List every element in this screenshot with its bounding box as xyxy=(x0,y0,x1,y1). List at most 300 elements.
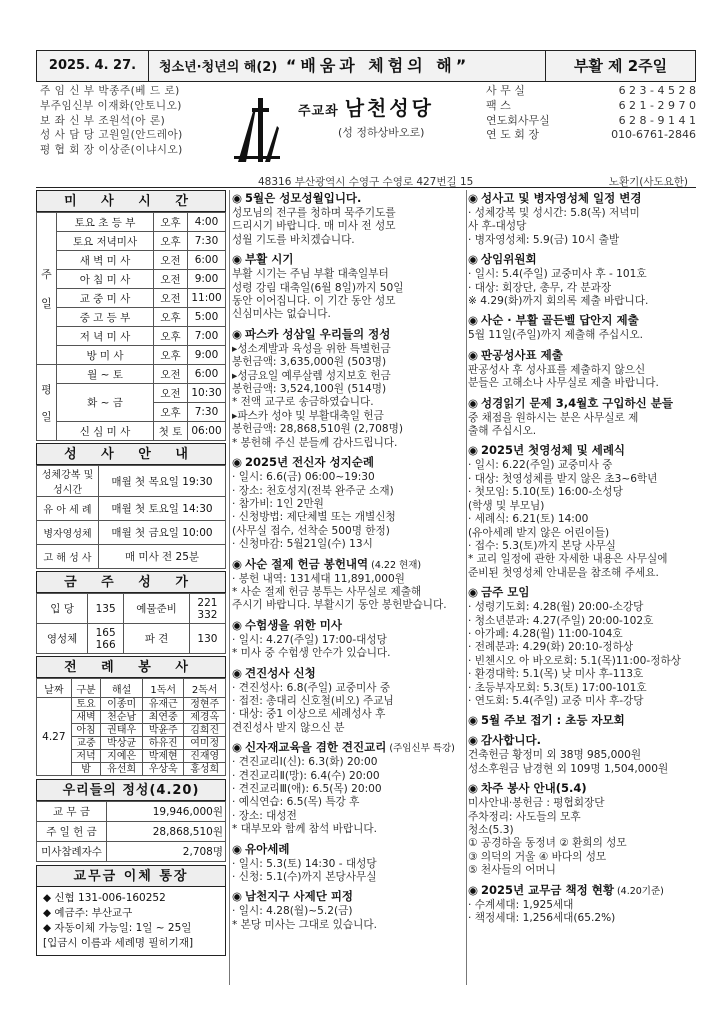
table-row xyxy=(37,822,226,842)
notice-line: · 견진성사: 6.8(주일) 교중미사 중 xyxy=(232,681,391,694)
notice-title xyxy=(232,326,464,342)
notice-line: 5월 11일(주일)까지 제출해 주십시오. xyxy=(468,329,643,342)
year-theme xyxy=(149,51,545,81)
notice-title-text: 성경읽기 문제 3,4월호 구입하신 분들 xyxy=(481,395,673,410)
bullet-icon: ◉ xyxy=(232,252,243,267)
hymn-number: 130 xyxy=(189,624,225,654)
hymn-part: 파 견 xyxy=(124,624,190,654)
altar-cell: 권태우 xyxy=(101,724,143,737)
notice-section xyxy=(232,454,464,551)
table-row xyxy=(37,698,226,711)
notice-line: · 접전: 총대리 신호철(비오) 주교님 xyxy=(232,694,394,707)
notice-line: 분들은 고해소나 사무실로 제출 바랍니다. xyxy=(468,377,659,390)
notice-title-text: 사순 · 부활 골든벨 답안지 제출 xyxy=(481,313,639,328)
notice-section xyxy=(468,442,696,580)
mass-time: 11:00 xyxy=(188,289,226,308)
mass-name: 신 심 미 사 xyxy=(57,422,154,441)
offering-label: 교 무 금 xyxy=(37,802,107,822)
bullet-icon: ◉ xyxy=(468,252,479,267)
address: 48316 부산광역시 수영구 수영로 427번길 15 xyxy=(258,176,474,188)
sacrament-schedule: 매 미사 전 25분 xyxy=(99,545,226,569)
notice-line: 중 채점을 원하시는 분은 사무실로 제 xyxy=(468,411,639,424)
mass-time: 10:30 xyxy=(188,384,226,403)
altar-cell: 토요 xyxy=(71,698,101,711)
notice-line: · 예식연습: 6.5(목) 특강 후 xyxy=(232,796,360,809)
notice-section xyxy=(468,395,696,439)
notice-title-text: 2025년 첫영성체 및 세례식 xyxy=(481,443,626,458)
mass-ampm: 오후 xyxy=(154,232,188,251)
notice-line: 봉헌금액: 3,635,000원 (503명) xyxy=(232,356,387,369)
mass-time: 9:00 xyxy=(188,270,226,289)
mass-name: 토요 저녁미사 xyxy=(57,232,154,251)
mass-time: 6:00 xyxy=(188,365,226,384)
offering-title: 우리들의 정성(4.20) xyxy=(36,779,226,801)
notice-section xyxy=(468,712,696,728)
notice-line: * 전액 교구로 송금하였습니다. xyxy=(232,396,374,409)
staff-list xyxy=(40,84,230,158)
altar-header: 구분 xyxy=(71,679,101,698)
mass-name: 교 중 미 사 xyxy=(57,289,154,308)
bullet-icon: ◉ xyxy=(468,713,479,728)
notice-line: * 본당 미사는 그대로 있습니다. xyxy=(232,918,377,931)
notice-note: (주임신부 특강) xyxy=(389,743,455,755)
contact-row xyxy=(486,99,696,114)
altar-cell: 하유진 xyxy=(142,737,184,750)
bullet-icon: ◉ xyxy=(468,347,479,362)
notice-line: * 교리 일정에 관한 자세한 내용은 사무실에 xyxy=(468,553,668,566)
header-bar xyxy=(36,50,696,82)
contact-label: 연 도 회 장 xyxy=(486,128,539,142)
notice-line: 주차정리: 사도들의 모후 xyxy=(468,810,581,823)
altar-date: 4.27 xyxy=(37,698,72,776)
sunday-label: 주 일 xyxy=(37,213,57,365)
table-row xyxy=(37,232,226,251)
bullet-icon: ◉ xyxy=(232,889,243,904)
notice-line: 신심미사는 없습니다. xyxy=(232,308,331,321)
notice-line: 판공성사 후 성사표를 제출하지 않으신 xyxy=(468,363,646,376)
mass-name: 토요 초 등 부 xyxy=(57,213,154,232)
notice-line: · 대상: 중1 이상으로 세례성사 후 xyxy=(232,708,386,721)
mass-name: 방 미 사 xyxy=(57,346,154,365)
notice-line: (사무실 접수, 선착순 500명 한정) xyxy=(232,524,390,537)
table-row xyxy=(37,679,226,698)
hymn-number: 165 166 xyxy=(88,624,124,654)
notice-title xyxy=(468,584,696,600)
notice-line: · 참가비: 1인 2만원 xyxy=(232,497,324,510)
mass-time: 06:00 xyxy=(188,422,226,441)
mass-name: 월 ~ 토 xyxy=(57,365,154,384)
notice-section xyxy=(468,780,696,877)
altar-cell: 교중 xyxy=(71,737,101,750)
bullet-icon: ◉ xyxy=(232,326,243,341)
notice-line: (학생 및 부모님) xyxy=(468,499,545,512)
altar-cell: 밤 xyxy=(71,763,101,776)
altar-cell: 박상균 xyxy=(101,737,143,750)
mass-ampm: 오전 xyxy=(154,384,188,403)
sacrament-schedule: 매월 첫 목요일 19:30 xyxy=(99,466,226,497)
right-column xyxy=(468,190,696,929)
left-column xyxy=(36,190,226,956)
middle-column xyxy=(232,190,464,936)
hymn-table xyxy=(36,593,226,654)
notice-line: · 일시: 6.6(금) 06:00~19:30 xyxy=(232,471,375,484)
mass-ampm: 오전 xyxy=(154,251,188,270)
bullet-icon: ◉ xyxy=(232,617,243,632)
mass-name: 화 ~ 금 xyxy=(57,384,154,422)
notice-line: ※ 4.29(화)까지 회의록 제출 바랍니다. xyxy=(468,295,649,308)
mass-ampm: 오후 xyxy=(154,327,188,346)
notice-section xyxy=(232,841,464,885)
notice-line: 동안 이어집니다. 이 기간 동안 성모 xyxy=(232,295,396,308)
slogan: “배움과 체험의 해” xyxy=(285,56,471,75)
altar-header: 날짜 xyxy=(37,679,72,698)
notice-title xyxy=(468,395,696,411)
sacrament-table xyxy=(36,465,226,569)
notice-line: · 세례식: 6.21(토) 14:00 xyxy=(468,513,589,526)
bullet-icon: ◉ xyxy=(468,882,479,897)
mass-time: 9:00 xyxy=(188,346,226,365)
contact-label: 연도회사무실 xyxy=(486,113,550,127)
notice-line: * 봉헌해 주신 분들께 감사드립니다. xyxy=(232,436,398,449)
notice-line: · 첫모임: 5.10(토) 16:00-소성당 xyxy=(468,486,623,499)
notice-line: · 일시: 5.3(토) 14:30 - 대성당 xyxy=(232,857,377,870)
mass-time: 7:30 xyxy=(188,403,226,422)
altar-cell: 이종미 xyxy=(101,698,143,711)
table-row xyxy=(37,842,226,862)
notice-line: 사 후-대성당 xyxy=(468,220,527,233)
offering-value: 2,708명 xyxy=(107,842,226,862)
notice-title-text: 금주 모임 xyxy=(481,585,530,600)
notice-title-text: 2025년 교무금 책정 현황 xyxy=(481,882,614,897)
mass-time: 6:00 xyxy=(188,251,226,270)
notice-line: · 일시: 5.4(주일) 교중미사 후 - 101호 xyxy=(468,268,647,281)
weekday-label: 평 일 xyxy=(37,365,57,441)
notice-line: ⑤ 천사들의 어머니 xyxy=(468,864,556,877)
notice-title xyxy=(232,739,464,755)
bullet-icon: ◉ xyxy=(468,781,479,796)
bulletin-page xyxy=(36,50,696,985)
cathedral-logo-icon xyxy=(232,88,282,164)
transfer-line: ◆ 자동이체 가능일: 1일 ~ 25일 xyxy=(43,922,192,934)
notice-line: · 일시: 6.22(주일) 교중미사 중 xyxy=(468,459,613,472)
transfer-line: ◆ 신협 131-006-160252 xyxy=(43,892,166,904)
offering-table xyxy=(36,801,226,862)
contact-value: 6 2 1 - 2 9 7 0 xyxy=(618,98,696,112)
contact-label: 팩 스 xyxy=(486,98,511,112)
notice-title xyxy=(468,712,696,728)
altar-cell: 여미정 xyxy=(184,737,226,750)
notice-line: 주시기 바랍니다. 부활시기 동안 봉헌받습니다. xyxy=(232,599,447,612)
notice-title-text: 남천지구 사제단 피정 xyxy=(245,889,354,904)
staff-line: 평 협 회 장 이상준(이냐시오) xyxy=(40,144,183,157)
table-row xyxy=(37,213,226,232)
mass-ampm: 오후 xyxy=(154,308,188,327)
church-title: 남천성당 xyxy=(344,96,434,120)
contact-label: 사 무 실 xyxy=(486,84,525,97)
hymn-number: 221 332 xyxy=(189,594,225,624)
notice-section xyxy=(232,739,464,836)
mass-ampm: 오전 xyxy=(154,270,188,289)
mass-times-table xyxy=(36,212,226,441)
notice-line: 미사안내·봉헌금 : 평협회장단 xyxy=(468,797,605,810)
offering-value: 28,868,510원 xyxy=(107,822,226,842)
notice-title-text: 5월 주보 접기 : 초등 자모회 xyxy=(481,713,625,728)
notice-title xyxy=(232,190,464,206)
notice-title-text: 5월은 성모성월입니다. xyxy=(245,191,362,205)
masthead xyxy=(36,84,696,188)
staff-line: 성 사 담 당 고원일(안드레아) xyxy=(40,129,183,142)
hymn-part: 입 당 xyxy=(37,594,88,624)
notice-section xyxy=(232,190,464,247)
church-patron: (성 정하상바오로) xyxy=(338,126,425,139)
altar-cell: 최연중 xyxy=(142,711,184,724)
altar-cell: 홍성희 xyxy=(184,763,226,776)
hymn-title: 금 주 성 가 xyxy=(36,571,226,593)
notice-line: 봉헌금액: 3,524,100원 (514명) xyxy=(232,383,387,396)
transfer-title: 교무금 이체 통장 xyxy=(36,865,226,887)
bullet-icon: ◉ xyxy=(232,665,243,680)
notice-line: · 신청: 5.1(수)까지 본당사무실 xyxy=(232,871,377,884)
notice-title xyxy=(232,888,464,904)
contact-list xyxy=(486,84,696,143)
table-row xyxy=(37,270,226,289)
bullet-icon: ◉ xyxy=(232,455,243,470)
notice-line: 출해 주십시오. xyxy=(468,425,537,438)
bullet-icon: ◉ xyxy=(232,740,243,755)
sacrament-title: 성 사 안 내 xyxy=(36,443,226,465)
altar-cell: 김희진 xyxy=(184,724,226,737)
altar-cell: 우상욱 xyxy=(142,763,184,776)
notice-line: ▸성금요일 예루살렘 성지보호 헌금 xyxy=(232,369,391,382)
altar-service-title: 전 례 봉 사 xyxy=(36,656,226,678)
table-row xyxy=(37,346,226,365)
notice-title xyxy=(468,251,696,267)
offering-value: 19,946,000원 xyxy=(107,802,226,822)
notice-line: 성월 기도를 바치겠습니다. xyxy=(232,233,355,246)
address-line xyxy=(36,174,696,188)
notice-title-text: 판공성사표 제출 xyxy=(481,347,563,362)
notice-line: 성소후원금 남경현 외 109명 1,504,000원 xyxy=(468,762,669,775)
notice-line: · 장소: 천호성지(전북 완주군 소재) xyxy=(232,484,394,497)
notice-line: · 신청방법: 제단체별 또는 개별신청 xyxy=(232,511,396,524)
issue-date: 2025. 4. 27. xyxy=(37,51,149,81)
column-divider xyxy=(466,190,467,985)
notice-title-text: 성사고 및 병자영성체 일정 변경 xyxy=(481,191,642,205)
table-row xyxy=(37,594,226,624)
notice-title-text: 부활 시기 xyxy=(245,252,294,267)
notice-line: · 수계세대: 1,925세대 xyxy=(468,898,574,911)
staff-line: 부주임신부 이재화(안토니오) xyxy=(40,99,182,112)
notice-section xyxy=(468,347,696,391)
table-row xyxy=(37,497,226,521)
notice-title xyxy=(232,454,464,470)
transfer-line: [입금시 이름과 세례명 필히기재] xyxy=(43,937,194,949)
notice-line: 준비된 첫영성체 안내문을 참조해 주세요. xyxy=(468,566,659,579)
bullet-icon: ◉ xyxy=(468,313,479,328)
notice-line: · 견진교리Ⅲ(애): 6.5(목) 20:00 xyxy=(232,783,382,795)
column-divider xyxy=(229,190,230,985)
mass-ampm: 오후 xyxy=(154,213,188,232)
notice-line: · 병자영성체: 5.9(금) 10시 출발 xyxy=(468,233,620,246)
notice-section xyxy=(232,617,464,661)
notice-line: ① 공경하올 동정녀 ② 환희의 성모 xyxy=(468,837,627,850)
table-row xyxy=(37,384,226,403)
notice-title-text: 차주 봉사 안내(5.4) xyxy=(481,781,587,796)
altar-cell: 유재근 xyxy=(142,698,184,711)
transfer-info xyxy=(36,887,226,956)
notice-section xyxy=(468,732,696,776)
liturgical-week: 부활 제 2주일 xyxy=(545,51,695,81)
contact-row xyxy=(486,128,696,143)
mass-name: 저 녁 미 사 xyxy=(57,327,154,346)
notice-line: · 초등부자모회: 5.3(토) 17:00-101호 xyxy=(468,681,647,694)
table-row xyxy=(37,327,226,346)
mass-name: 아 침 미 사 xyxy=(57,270,154,289)
altar-service-table xyxy=(36,678,226,776)
notice-note: (4.20기준) xyxy=(616,885,664,897)
church-name xyxy=(298,92,434,121)
sacrament-name: 고 해 성 사 xyxy=(37,545,99,569)
table-row xyxy=(37,545,226,569)
notice-note: (4.22 현재) xyxy=(371,559,422,571)
notice-title xyxy=(468,442,696,458)
notice-title-text: 사순 절제 헌금 봉헌내역 xyxy=(245,556,369,571)
sacrament-name: 성체강복 및 성시간 xyxy=(37,466,99,497)
table-row xyxy=(37,251,226,270)
notice-line: · 장소: 대성전 xyxy=(232,809,297,822)
contact-row xyxy=(486,114,696,129)
notice-line: · 전례분과: 4.29(화) 20:10-정하상 xyxy=(468,641,634,654)
mass-ampm: 첫 토 xyxy=(154,422,188,441)
notice-line: · 환경대학: 5.1(목) 낮 미사 후-113호 xyxy=(468,668,644,681)
hymn-part: 예물준비 xyxy=(124,594,190,624)
hymn-part: 영성체 xyxy=(37,624,88,654)
notice-line: ▸성소계발과 육성을 위한 특별헌금 xyxy=(232,342,391,355)
altar-header: 1독서 xyxy=(142,679,184,698)
notice-title-text: 2025년 전신자 성지순례 xyxy=(245,455,374,470)
notice-line: · 연도회: 5.4(주일) 교중 미사 후-강당 xyxy=(468,694,644,707)
altar-header: 해설 xyxy=(101,679,143,698)
mass-time: 5:00 xyxy=(188,308,226,327)
notice-title xyxy=(232,556,464,572)
church-prefix: 주교좌 xyxy=(298,104,339,119)
notice-line: · 책정세대: 1,256세대(65.2%) xyxy=(468,912,616,925)
notice-section xyxy=(232,326,464,450)
bullet-icon: ◉ xyxy=(468,191,479,205)
notice-section xyxy=(468,251,696,308)
table-row xyxy=(37,521,226,545)
staff-line: 주 임 신 부 박종주(베 드 로) xyxy=(40,85,180,97)
notice-line: ③ 의덕의 거울 ④ 바다의 성모 xyxy=(468,850,607,863)
contact-row xyxy=(486,84,696,99)
notice-line: 부활 시기는 주님 부활 대축일부터 xyxy=(232,268,389,281)
notice-line: 성모님의 전구를 청하며 묵주기도를 xyxy=(232,207,396,219)
notice-section xyxy=(468,584,696,708)
mass-time: 7:30 xyxy=(188,232,226,251)
notice-title xyxy=(232,841,464,857)
table-row xyxy=(37,365,226,384)
notice-title-text: 수험생을 위한 미사 xyxy=(245,617,342,632)
offering-label: 주 일 헌 금 xyxy=(37,822,107,842)
mass-times-title: 미 사 시 간 xyxy=(36,190,226,212)
offering-label: 미사참례자수 xyxy=(37,842,107,862)
contact-person: 노환기(사도요한) xyxy=(608,176,688,188)
notice-line: * 미사 중 수험생 안수가 있습니다. xyxy=(232,647,391,660)
notice-line: · 견진교리Ⅰ(신): 6.3(화) 20:00 xyxy=(232,756,378,769)
notice-line: · 신청마감: 5월21일(수) 13시 xyxy=(232,538,373,551)
notice-line: 성령 강림 대축일(6월 8일)까지 50일 xyxy=(232,281,404,294)
notice-line: · 빈첸시오 아 바오로회: 5.1(목)11:00-정하상 xyxy=(468,654,681,667)
notice-title xyxy=(468,190,696,206)
notice-line: · 대상: 첫영성체를 받지 않은 초3~6학년 xyxy=(468,472,658,485)
notice-line: · 일시: 4.27(주일) 17:00-대성당 xyxy=(232,633,387,646)
notice-title-text: 파스카 성삼일 우리들의 정성 xyxy=(245,326,391,341)
altar-header: 2독서 xyxy=(184,679,226,698)
transfer-line: ◆ 예금주: 부산교구 xyxy=(43,907,133,919)
notice-title-text: 감사합니다. xyxy=(481,733,541,748)
altar-cell: 지예은 xyxy=(101,750,143,763)
notice-section xyxy=(232,556,464,613)
table-row xyxy=(37,289,226,308)
notice-title-text: 견진성사 신청 xyxy=(245,665,316,680)
bullet-icon: ◉ xyxy=(468,585,479,600)
altar-cell: 정현주 xyxy=(184,698,226,711)
notice-line: · 접수: 5.3(토)까지 본당 사무실 xyxy=(468,539,616,552)
notice-line: · 성체강복 및 성시간: 5.8(목) 저녁미 xyxy=(468,207,640,219)
notice-line: 봉헌금액: 28,868,510원 (2,708명) xyxy=(232,423,403,436)
notice-line: 청소(5.3) xyxy=(468,824,514,836)
bullet-icon: ◉ xyxy=(232,556,243,571)
staff-line: 보 좌 신 부 조원석(아 론) xyxy=(40,114,166,127)
altar-cell: 아침 xyxy=(71,724,101,737)
notice-section xyxy=(232,888,464,932)
notice-title-text: 상임위원회 xyxy=(481,252,537,267)
altar-cell: 저녁 xyxy=(71,750,101,763)
notice-line: · 대상: 회장단, 총무, 각 분과장 xyxy=(468,281,612,294)
notice-section xyxy=(468,312,696,342)
notice-title xyxy=(468,882,696,898)
notice-title xyxy=(468,780,696,796)
bullet-icon: ◉ xyxy=(468,733,479,748)
notice-line: · 청소년분과: 4.27(주일) 20:00-102호 xyxy=(468,614,654,627)
notice-section xyxy=(468,190,696,247)
notice-line: ▸파스카 성야 및 부활대축일 헌금 xyxy=(232,409,384,422)
altar-cell: 박윤주 xyxy=(142,724,184,737)
notice-line: * 대부모와 함께 참석 바랍니다. xyxy=(232,823,377,836)
notice-section xyxy=(232,665,464,736)
notice-title xyxy=(468,347,696,363)
bullet-icon: ◉ xyxy=(232,191,243,205)
bullet-icon: ◉ xyxy=(468,443,479,458)
mass-ampm: 오후 xyxy=(154,346,188,365)
altar-cell: 박제현 xyxy=(142,750,184,763)
hymn-number: 135 xyxy=(88,594,124,624)
table-row xyxy=(37,422,226,441)
contact-value: 6 2 8 - 9 1 4 1 xyxy=(618,113,696,127)
mass-time: 4:00 xyxy=(188,213,226,232)
notice-line: 드리시기 바랍니다. 매 미사 전 성모 xyxy=(232,220,396,233)
altar-cell: 제경옥 xyxy=(184,711,226,724)
bullet-icon: ◉ xyxy=(468,395,479,410)
notice-title-text: 신자재교육을 겸한 견진교리 xyxy=(245,740,387,755)
notice-line: (유아세례 받지 않은 어린이들) xyxy=(468,526,610,539)
notice-line: · 아가페: 4.28(월) 11:00-104호 xyxy=(468,627,623,640)
altar-cell: 천순남 xyxy=(101,711,143,724)
notice-title xyxy=(468,732,696,748)
sacrament-name: 유 아 세 례 xyxy=(37,497,99,521)
mass-ampm: 오후 xyxy=(154,403,188,422)
altar-cell: 새벽 xyxy=(71,711,101,724)
